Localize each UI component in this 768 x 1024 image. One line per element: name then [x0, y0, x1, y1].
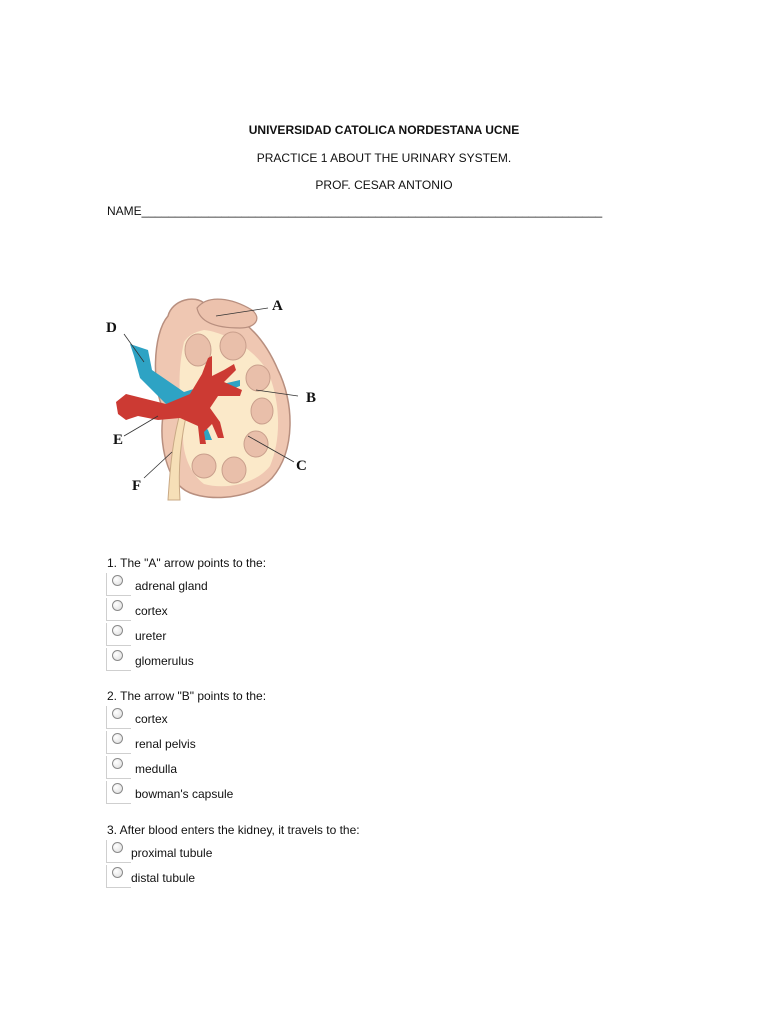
- diagram-label-b: B: [306, 390, 317, 406]
- option-label: ureter: [135, 629, 167, 643]
- radio-button[interactable]: [106, 598, 131, 621]
- diagram-label-f: F: [132, 478, 142, 494]
- option-label: proximal tubule: [131, 846, 213, 860]
- question-1-option-4[interactable]: [106, 648, 406, 672]
- question-2-text: 2. The arrow "B" points to the:: [107, 689, 267, 703]
- radio-button[interactable]: [106, 648, 131, 671]
- diagram-label-d: D: [106, 320, 117, 336]
- question-1-option-2[interactable]: [106, 598, 406, 622]
- question-3-text: 3. After blood enters the kidney, it travels to the:: [107, 823, 360, 837]
- radio-button[interactable]: [106, 573, 131, 596]
- question-1-text: 1. The "A" arrow points to the:: [107, 556, 267, 570]
- professor-line: PROF. CESAR ANTONIO: [315, 178, 453, 192]
- question-3-option-2[interactable]: [106, 865, 406, 889]
- document-title: UNIVERSIDAD CATOLICA NORDESTANA UCNE: [248, 123, 520, 137]
- option-label: renal pelvis: [135, 737, 196, 751]
- question-2-option-2[interactable]: [106, 731, 406, 755]
- option-label: distal tubule: [131, 871, 196, 885]
- option-label: adrenal gland: [135, 579, 208, 593]
- kidney-diagram: [100, 290, 330, 510]
- radio-button[interactable]: [106, 756, 131, 779]
- name-field-line: NAME_____________________________________________________________________: [107, 204, 603, 218]
- option-label: glomerulus: [135, 654, 194, 668]
- question-2-option-4[interactable]: [106, 781, 406, 805]
- diagram-label-c: C: [296, 458, 307, 474]
- option-label: cortex: [135, 604, 168, 618]
- practice-subtitle: PRACTICE 1 ABOUT THE URINARY SYSTEM.: [256, 151, 512, 165]
- diagram-label-a: A: [272, 298, 283, 314]
- option-label: bowman's capsule: [135, 787, 234, 801]
- question-1-option-1[interactable]: [106, 573, 406, 597]
- option-label: medulla: [135, 762, 178, 776]
- question-2-option-1[interactable]: [106, 706, 406, 730]
- radio-button[interactable]: [106, 731, 131, 754]
- question-3-option-1[interactable]: [106, 840, 406, 864]
- radio-button[interactable]: [106, 865, 131, 888]
- radio-button[interactable]: [106, 781, 131, 804]
- radio-button[interactable]: [106, 623, 131, 646]
- radio-button[interactable]: [106, 840, 131, 863]
- option-label: cortex: [135, 712, 168, 726]
- question-2-option-3[interactable]: [106, 756, 406, 780]
- radio-button[interactable]: [106, 706, 131, 729]
- diagram-label-e: E: [113, 432, 124, 448]
- question-1-option-3[interactable]: [106, 623, 406, 647]
